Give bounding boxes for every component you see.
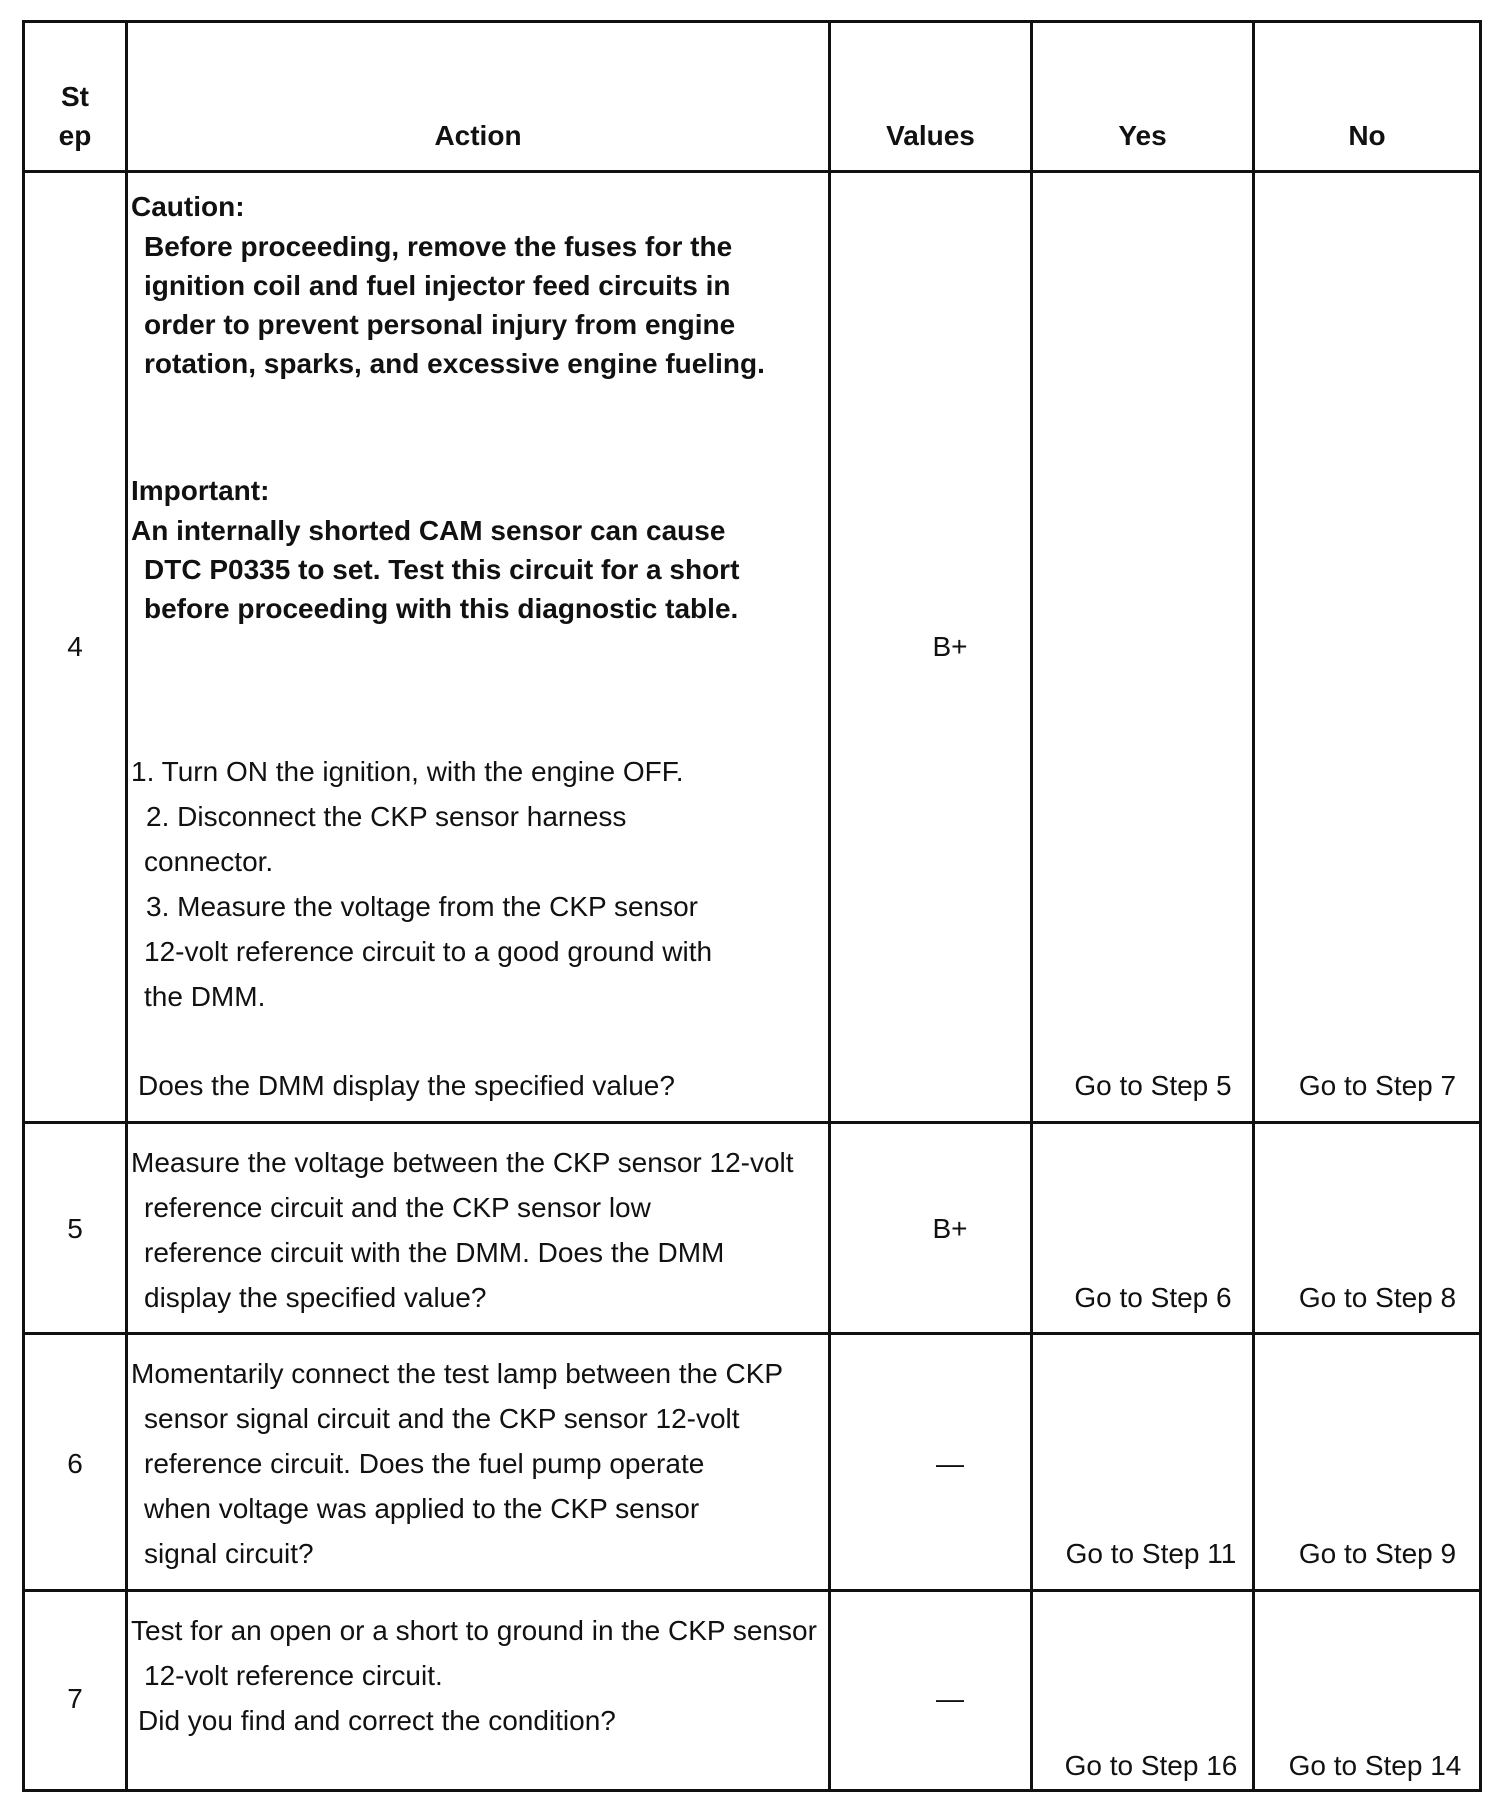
action-line: reference circuit and the CKP sensor low <box>144 1192 651 1223</box>
yes-result: Go to Step 11 <box>1065 1538 1237 1569</box>
no-result: Go to Step 7 <box>1298 1070 1457 1101</box>
grid-line <box>22 1121 1482 1124</box>
action-line: reference circuit with the DMM. Does the DMM <box>144 1237 725 1268</box>
grid-line <box>1030 20 1033 1792</box>
important-label: Important: <box>131 475 270 506</box>
grid-line <box>22 170 1482 173</box>
action-line: signal circuit? <box>144 1538 314 1569</box>
procedure-line: 1. Turn ON the ignition, with the engine OFF. <box>131 756 684 787</box>
action-line: 12-volt reference circuit. <box>144 1660 443 1691</box>
procedure-line: 2. Disconnect the CKP sensor harness <box>146 801 627 832</box>
action-line: when voltage was applied to the CKP sensor <box>144 1493 700 1524</box>
grid-line <box>22 1332 1482 1335</box>
action-line: Test for an open or a short to ground in the CKP sensor <box>131 1615 817 1646</box>
caution-line: order to prevent personal injury from engine <box>144 309 736 340</box>
procedure-line: 12-volt reference circuit to a good ground with <box>144 936 713 967</box>
grid-line <box>828 20 831 1792</box>
action-line: reference circuit. Does the fuel pump operate <box>144 1448 705 1479</box>
procedure-line: the DMM. <box>144 981 266 1012</box>
grid-line <box>22 1789 1482 1792</box>
question-text: Does the DMM display the specified value? <box>138 1070 675 1101</box>
action-line: Measure the voltage between the CKP sensor 12-volt <box>131 1147 794 1178</box>
step-number: 5 <box>67 1213 83 1244</box>
header-step-line1: St <box>61 81 89 112</box>
header-action: Action <box>434 120 522 151</box>
important-line: before proceeding with this diagnostic table. <box>144 593 739 624</box>
caution-line: ignition coil and fuel injector feed circuits in <box>144 270 731 301</box>
caution-label: Caution: <box>131 191 245 222</box>
yes-result: Go to Step 6 <box>1074 1282 1232 1313</box>
grid-line <box>22 20 1482 23</box>
no-result: Go to Step 9 <box>1298 1538 1457 1569</box>
header-yes: Yes <box>1118 120 1167 151</box>
yes-result: Go to Step 16 <box>1064 1750 1238 1781</box>
grid-line <box>1252 20 1255 1792</box>
step-number: 6 <box>67 1448 83 1479</box>
yes-result: Go to Step 5 <box>1074 1070 1232 1101</box>
action-line: Momentarily connect the test lamp between the CKP <box>131 1358 784 1389</box>
spec-value: B+ <box>932 1213 968 1244</box>
important-line: An internally shorted CAM sensor can cause <box>131 515 726 546</box>
important-line: DTC P0335 to set. Test this circuit for a short <box>144 554 740 585</box>
procedure-line: 3. Measure the voltage from the CKP sensor <box>146 891 698 922</box>
grid-line <box>22 20 25 1792</box>
no-result: Go to Step 14 <box>1288 1750 1462 1781</box>
spec-value: B+ <box>932 631 968 662</box>
action-line: Did you find and correct the condition? <box>138 1705 616 1736</box>
header-values: Values <box>886 120 975 151</box>
grid-line <box>125 20 128 1792</box>
no-result: Go to Step 8 <box>1298 1282 1457 1313</box>
action-line: sensor signal circuit and the CKP sensor 12-volt <box>144 1403 740 1434</box>
step-number: 7 <box>67 1683 83 1714</box>
spec-value: — <box>936 1448 964 1479</box>
step-number: 4 <box>67 631 83 662</box>
procedure-line: connector. <box>144 846 274 877</box>
caution-line: rotation, sparks, and excessive engine fueling. <box>144 348 765 379</box>
grid-line <box>22 1589 1482 1592</box>
header-step-line2: ep <box>58 120 92 151</box>
spec-value: — <box>936 1683 964 1714</box>
header-no: No <box>1348 120 1386 151</box>
action-line: display the specified value? <box>144 1282 487 1313</box>
grid-line <box>1479 20 1482 1792</box>
caution-line: Before proceeding, remove the fuses for the <box>144 231 733 262</box>
